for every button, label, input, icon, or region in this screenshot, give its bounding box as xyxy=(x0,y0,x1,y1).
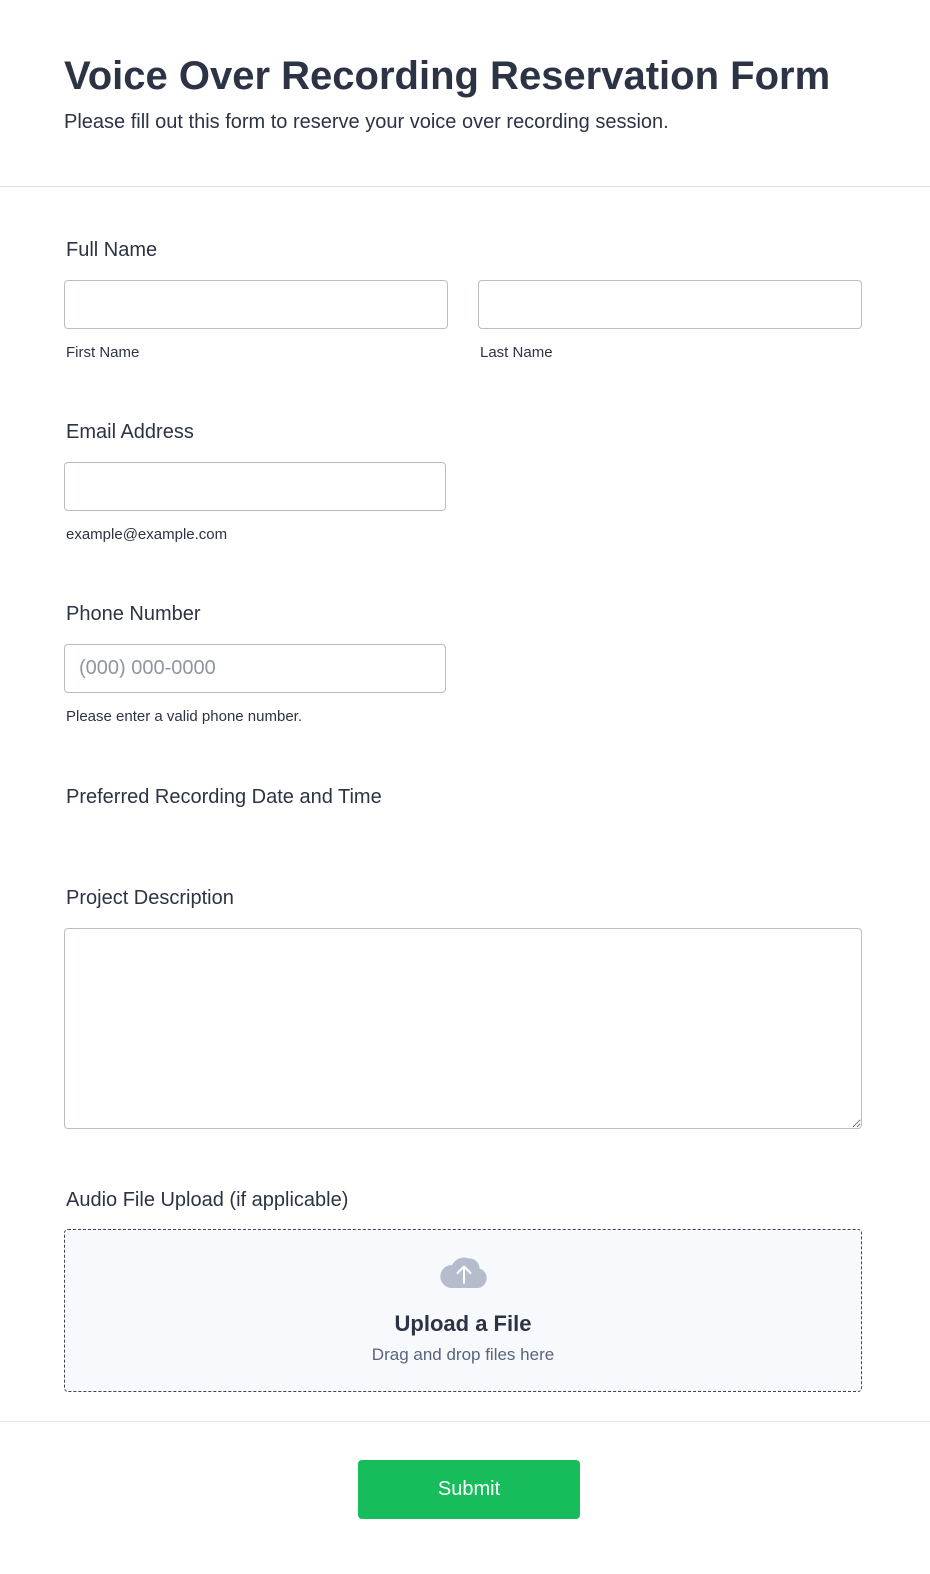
phone-label: Phone Number xyxy=(66,603,201,625)
email-label: Email Address xyxy=(66,421,194,443)
form-subtitle: Please fill out this form to reserve your voice over recording session. xyxy=(64,111,669,133)
form-header xyxy=(0,0,930,187)
phone-sublabel: Please enter a valid phone number. xyxy=(66,708,302,725)
email-input[interactable] xyxy=(64,462,446,511)
email-sublabel: example@example.com xyxy=(66,526,228,543)
project-description-textarea[interactable] xyxy=(64,928,862,1129)
audio-upload-label: Audio File Upload (if applicable) xyxy=(66,1189,349,1211)
upload-title: Upload a File xyxy=(394,1311,532,1336)
last-name-input[interactable] xyxy=(478,280,862,329)
project-description-label: Project Description xyxy=(66,887,234,909)
form-title: Voice Over Recording Reservation Form xyxy=(64,54,831,98)
first-name-input[interactable] xyxy=(64,280,448,329)
last-name-sublabel: Last Name xyxy=(480,344,553,361)
first-name-sublabel: First Name xyxy=(66,344,140,361)
phone-input[interactable] xyxy=(64,644,446,693)
upload-subtitle: Drag and drop files here xyxy=(371,1345,555,1364)
preferred-datetime-label: Preferred Recording Date and Time xyxy=(66,786,382,808)
submit-button[interactable]: Submit xyxy=(358,1460,580,1519)
footer-divider xyxy=(0,1421,930,1422)
file-upload-dropzone[interactable] xyxy=(64,1229,862,1392)
cloud-upload-icon xyxy=(439,1254,489,1290)
full-name-label: Full Name xyxy=(66,239,158,261)
